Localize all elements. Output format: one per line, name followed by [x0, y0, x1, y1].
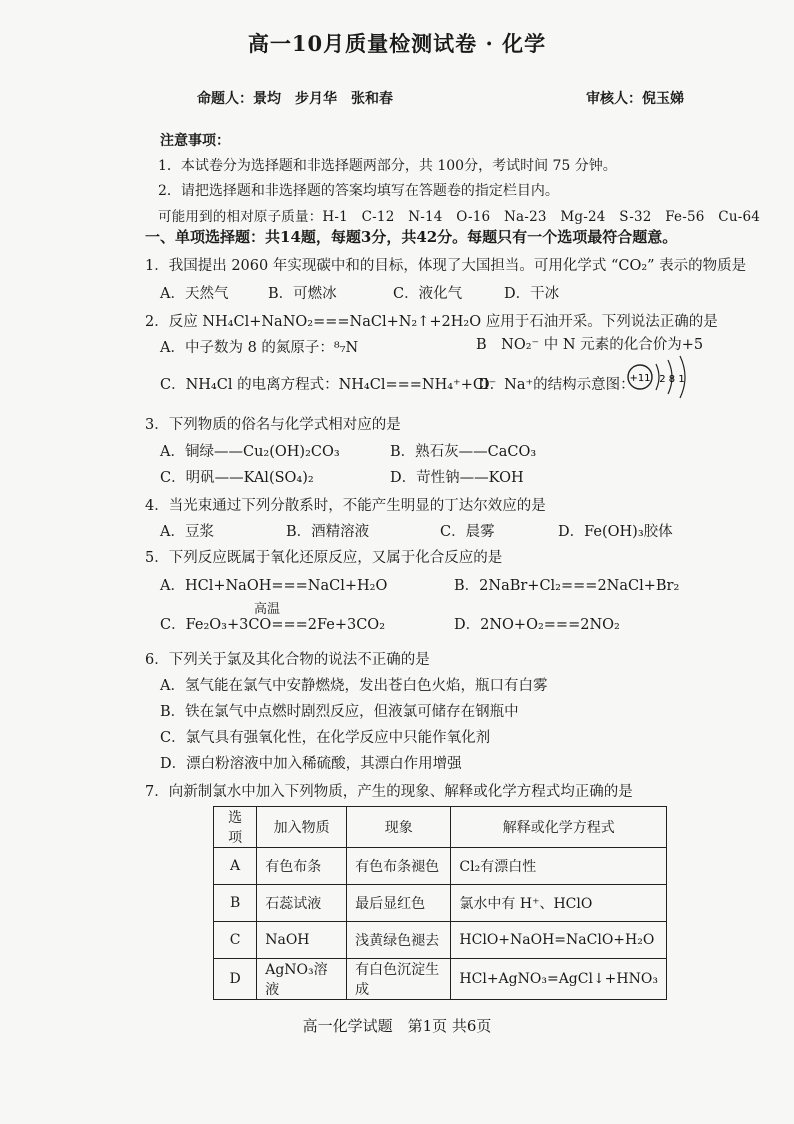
- exam-title: 高一10月质量检测试卷 · 化学: [247, 31, 547, 56]
- q5-option-a: A．HCl+NaOH===NaCl+H₂O: [160, 578, 388, 594]
- table-cell: 有白色沉淀生成: [347, 959, 451, 1000]
- q3-option-a: A．铜绿——Cu₂(OH)₂CO₃: [160, 444, 340, 460]
- atomic-masses: 可能用到的相对原子质量：H-1 C-12 N-14 O-16 Na-23 Mg-24 S-32 Fe-56 Cu-64: [158, 209, 761, 225]
- q1-option-a: A．天然气: [160, 286, 229, 302]
- electron-shells-label: 2 8 1: [659, 374, 685, 385]
- question-3-stem: 3．下列物质的俗名与化学式相对应的是: [145, 417, 401, 433]
- q6-option-d: D．漂白粉溶液中加入稀硫酸，其漂白作用增强: [160, 756, 462, 772]
- q1-option-c: C．液化气: [393, 286, 463, 302]
- q2-option-a: A．中子数为 8 的氮原子：⁸₇N: [160, 340, 359, 356]
- q4-option-c: C．晨雾: [440, 524, 495, 540]
- table-cell: 石蕊试液: [257, 885, 347, 922]
- q6-option-c: C．氯气具有强氧化性，在化学反应中只能作氧化剂: [160, 730, 491, 746]
- q7-options-table: [213, 806, 667, 1000]
- table-cell: B: [214, 885, 257, 922]
- q2-option-c: C．NH₄Cl 的电离方程式：NH₄Cl===NH₄⁺+Cl⁻: [160, 377, 497, 393]
- q2-option-d: D．Na⁺的结构示意图：: [478, 377, 635, 393]
- table-header-cell: 加入物质: [257, 807, 347, 848]
- q1-option-b: B．可燃冰: [268, 286, 337, 302]
- q6-option-a: A．氢气能在氯气中安静燃烧，发出苍白色火焰，瓶口有白雾: [160, 678, 548, 694]
- q2-option-b: B NO₂⁻ 中 N 元素的化合价为+5: [476, 337, 704, 353]
- table-cell: 有色布条褪色: [347, 848, 451, 885]
- q5-option-c-condition: 高温: [254, 602, 281, 617]
- question-7-stem: 7．向新制氯水中加入下列物质，产生的现象、解释或化学方程式均正确的是: [145, 784, 633, 800]
- sodium-ion-structure-diagram: [626, 352, 706, 402]
- notice-heading: 注意事项：: [160, 133, 230, 149]
- table-row: [214, 848, 667, 885]
- table-row: [214, 959, 667, 1000]
- table-cell: HCl+AgNO₃=AgCl↓+HNO₃: [451, 959, 667, 1000]
- table-cell: 浅黄绿色褪去: [347, 922, 451, 959]
- q1-option-d: D．干冰: [504, 286, 560, 302]
- table-cell: 氯水中有 H⁺、HClO: [451, 885, 667, 922]
- table-header-cell: 解释或化学方程式: [451, 807, 667, 848]
- page-footer: 高一化学试题 第1页 共6页: [302, 1017, 492, 1035]
- q5-option-c: C．Fe₂O₃+3CO===2Fe+3CO₂: [160, 617, 386, 633]
- q6-option-b: B．铁在氯气中点燃时剧烈反应，但液氯可储存在钢瓶中: [160, 704, 519, 720]
- authors: 命题人：景均 步月华 张和春: [197, 91, 393, 107]
- question-5-stem: 5．下列反应既属于氧化还原反应，又属于化合反应的是: [145, 550, 503, 566]
- section-heading: 一、单项选择题：共14题，每题3分，共42分。每题只有一个选项最符合题意。: [145, 228, 678, 246]
- table-cell: NaOH: [257, 922, 347, 959]
- q5-option-b: B．2NaBr+Cl₂===2NaCl+Br₂: [454, 578, 680, 594]
- q4-option-d: D．Fe(OH)₃胶体: [558, 524, 673, 540]
- table-cell: Cl₂有漂白性: [451, 848, 667, 885]
- table-cell: D: [214, 959, 257, 1000]
- q4-option-b: B．酒精溶液: [286, 524, 370, 540]
- question-2-stem: 2．反应 NH₄Cl+NaNO₂===NaCl+N₂↑+2H₂O 应用于石油开采。下列说法正确的是: [145, 314, 718, 330]
- table-row: [214, 922, 667, 959]
- table-cell: A: [214, 848, 257, 885]
- q5-option-d: D．2NO+O₂===2NO₂: [454, 617, 620, 633]
- q3-option-b: B．熟石灰——CaCO₃: [390, 444, 537, 460]
- table-cell: AgNO₃溶液: [257, 959, 347, 1000]
- question-1-stem: 1．我国提出 2060 年实现碳中和的目标，体现了大国担当。可用化学式 “CO₂” 表示的物质是: [145, 258, 747, 274]
- table-cell: 最后显红色: [347, 885, 451, 922]
- table-row: [214, 885, 667, 922]
- table-header-cell: 现象: [347, 807, 451, 848]
- question-6-stem: 6．下列关于氯及其化合物的说法不正确的是: [145, 652, 430, 668]
- table-header-row: [214, 807, 667, 848]
- nucleus-label: +11: [629, 373, 651, 384]
- table-cell: 有色布条: [257, 848, 347, 885]
- table-header-cell: 选项: [214, 807, 257, 848]
- reviewer: 审核人：倪玉娣: [586, 91, 684, 107]
- q3-option-d: D．苛性钠——KOH: [390, 470, 524, 486]
- table-cell: HClO+NaOH=NaClO+H₂O: [451, 922, 667, 959]
- question-4-stem: 4．当光束通过下列分散系时，不能产生明显的丁达尔效应的是: [145, 498, 546, 514]
- q3-option-c: C．明矾——KAl(SO₄)₂: [160, 470, 314, 486]
- notice-item-1: 1．本试卷分为选择题和非选择题两部分，共 100分，考试时间 75 分钟。: [158, 158, 617, 174]
- q4-option-a: A．豆浆: [160, 524, 214, 540]
- notice-item-2: 2．请把选择题和非选择题的答案均填写在答题卷的指定栏目内。: [158, 183, 559, 199]
- table-cell: C: [214, 922, 257, 959]
